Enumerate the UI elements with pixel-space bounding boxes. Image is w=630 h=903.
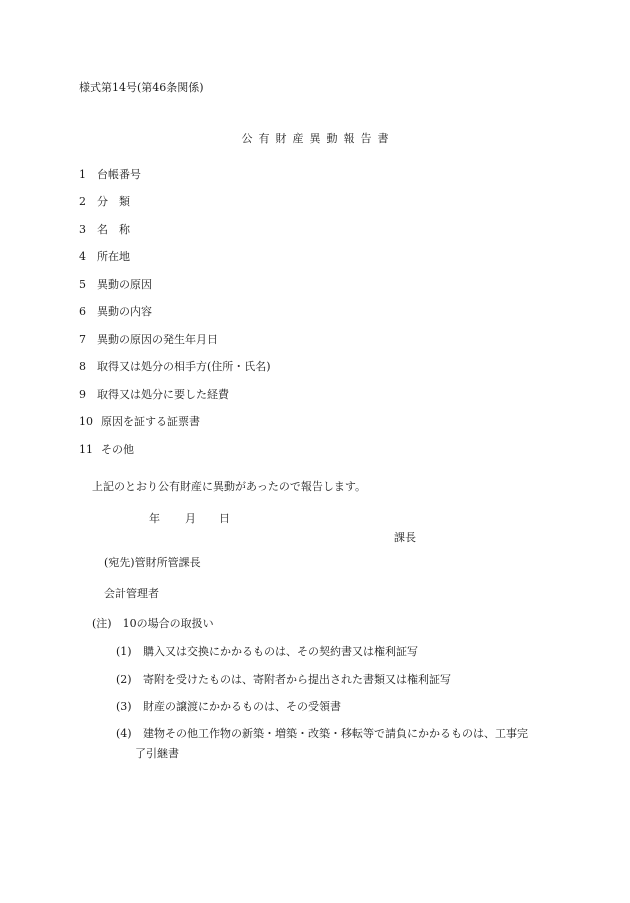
item-cause (79, 278, 152, 292)
item-label: 取得又は処分の相手方(住所・氏名) (97, 360, 271, 373)
item-label: 異動の原因 (97, 278, 152, 291)
item-number: 2 (79, 195, 86, 208)
note-text: 財産の譲渡にかかるものは、その受領書 (143, 700, 341, 713)
note-item (116, 642, 556, 662)
item-label: 異動の内容 (97, 305, 152, 318)
note-text: 建物その他工作物の新築・増築・改築・移転等で請負にかかるものは、工事完 (143, 727, 528, 740)
note-heading: (注) 10の場合の取扱い (92, 617, 214, 630)
item-number: 10 (79, 415, 93, 428)
note-item (116, 724, 556, 764)
item-label: 所在地 (97, 250, 130, 263)
accountant: 会計管理者 (104, 587, 159, 600)
item-label: 取得又は処分に要した経費 (97, 388, 229, 401)
item-other (79, 443, 134, 457)
note-continuation: 了引継書 (135, 747, 179, 760)
item-number: 6 (79, 305, 86, 318)
addressee: (宛先)管財所管課長 (104, 556, 201, 569)
item-label: 名 称 (97, 223, 130, 236)
date-month: 月 (185, 512, 196, 525)
item-label: その他 (101, 443, 134, 456)
note-number: (2) (116, 673, 132, 686)
item-label: 分 類 (97, 195, 130, 208)
item-content (79, 305, 152, 319)
date-day: 日 (219, 512, 230, 525)
item-number: 3 (79, 223, 86, 236)
section-chief-label: 課長 (394, 531, 416, 544)
date-line (149, 512, 230, 526)
note-text: 購入又は交換にかかるものは、その契約書又は権利証写 (143, 645, 418, 658)
date-year: 年 (149, 512, 160, 525)
item-number: 1 (79, 168, 86, 181)
item-counterparty (79, 360, 271, 374)
note-item (116, 670, 556, 690)
item-proof-documents (79, 415, 200, 429)
item-occurrence-date (79, 333, 218, 347)
item-classification (79, 195, 130, 209)
report-statement: 上記のとおり公有財産に異動があったので報告します。 (92, 480, 367, 493)
item-number: 4 (79, 250, 86, 263)
item-name (79, 223, 130, 237)
note-number: (4) (116, 727, 132, 740)
item-expenses (79, 388, 229, 402)
note-number: (3) (116, 700, 132, 713)
item-number: 8 (79, 360, 86, 373)
note-item (116, 697, 556, 717)
note-number: (1) (116, 645, 132, 658)
form-number: 様式第14号(第46条関係) (79, 81, 204, 94)
item-label: 台帳番号 (97, 168, 141, 181)
item-number: 11 (79, 443, 93, 456)
item-number: 9 (79, 388, 86, 401)
item-location (79, 250, 130, 264)
item-number: 7 (79, 333, 86, 346)
item-label: 原因を証する証票書 (101, 415, 200, 428)
page-title: 公有財産異動報告書 (241, 132, 395, 145)
item-ledger-number (79, 168, 141, 182)
item-number: 5 (79, 278, 86, 291)
note-text: 寄附を受けたものは、寄附者から提出された書類又は権利証写 (143, 673, 451, 686)
item-label: 異動の原因の発生年月日 (97, 333, 218, 346)
